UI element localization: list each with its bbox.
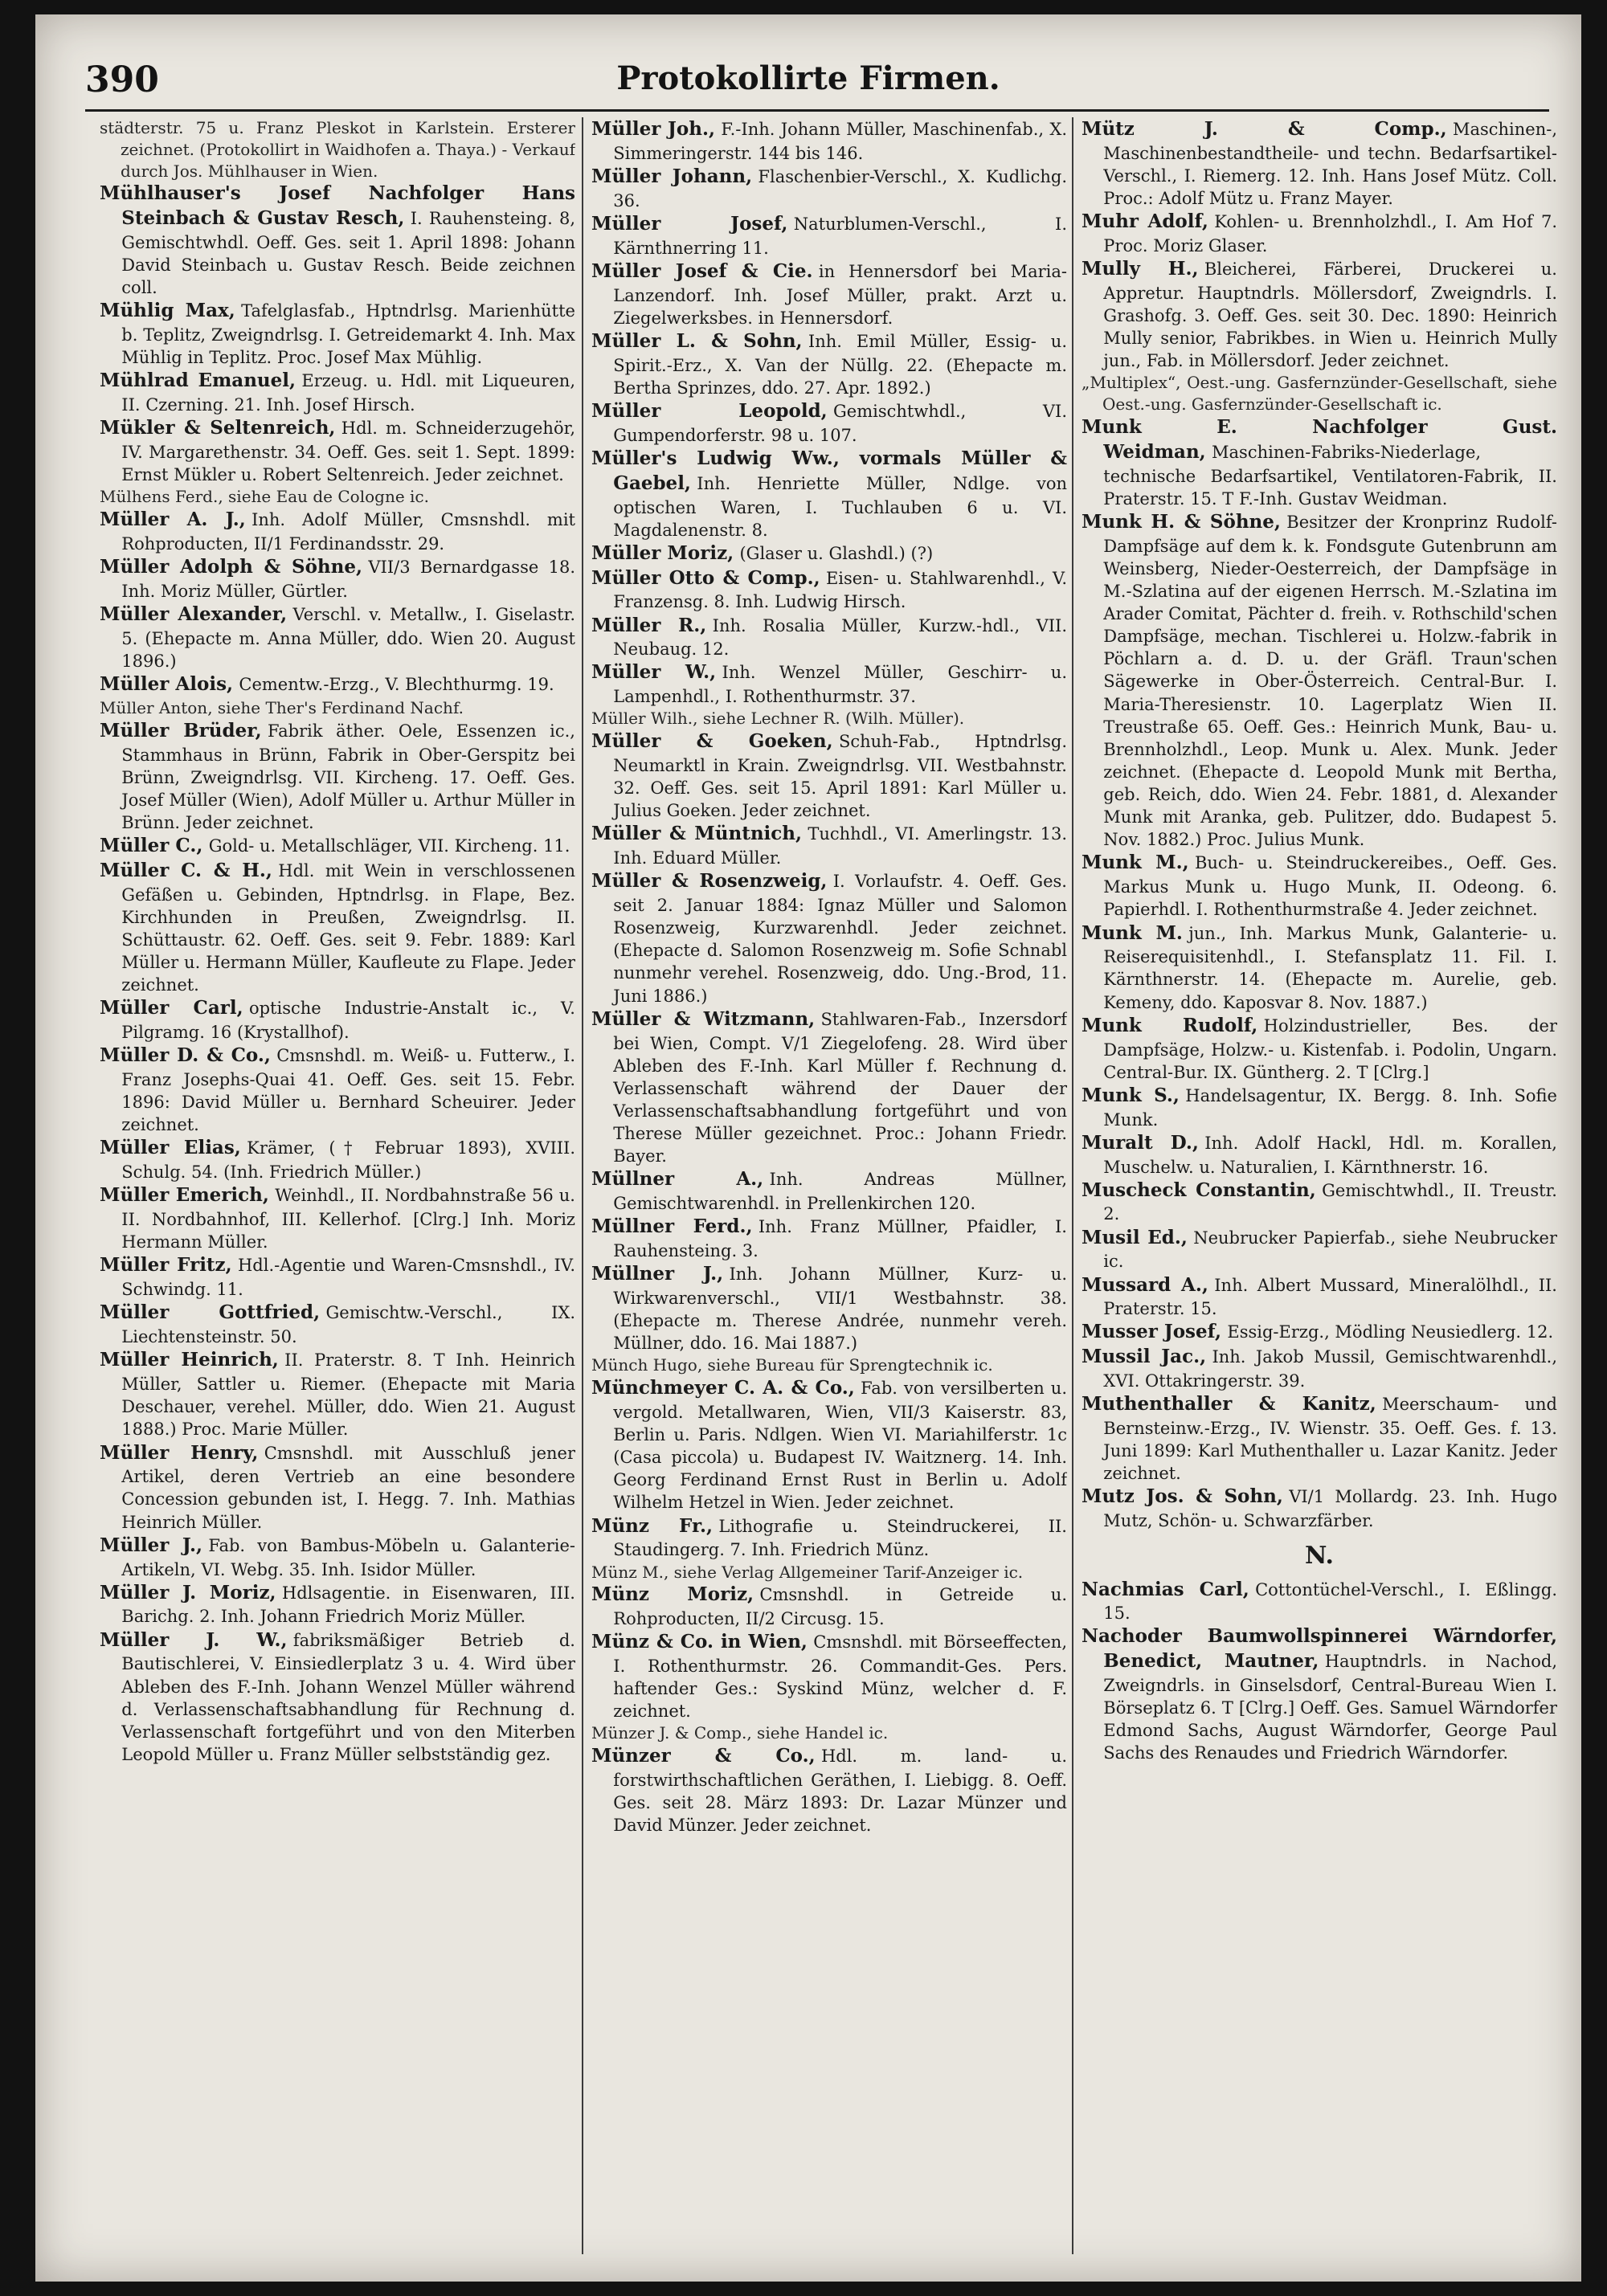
directory-entry <box>100 859 575 996</box>
entry-text: VII/3 Bernardgasse 18. Inh. Moriz Müller, Gürtler. <box>121 558 575 601</box>
entry-heading: Müllner Ferd., <box>591 1215 753 1238</box>
entry-text: Münzer J. & Comp., siehe Handel ic. <box>591 1723 889 1743</box>
directory-entry <box>591 259 1067 329</box>
directory-entry <box>591 614 1067 661</box>
directory-entry <box>591 212 1067 259</box>
entry-text: optische Industrie-Anstalt ic., V. Pilgramg. 16 (Krystallhof). <box>121 999 575 1043</box>
entry-text: Hdl.-Agentie und Waren-Cmsnshdl., IV. Schwindg. 11. <box>121 1256 575 1300</box>
entry-text: Inh. Jakob Mussil, Gemischtwarenhdl., XVI. Ottakringerstr. 39. <box>1103 1347 1557 1391</box>
directory-entry <box>1082 1485 1557 1532</box>
entry-text: Cementw.-Erzg., V. Blechthurmg. 19. <box>239 675 554 695</box>
entry-text: Verschl. v. Metallw., I. Giselastr. 5. (Ehepacte m. Anna Müller, ddo. Wien 20. August 1896.) <box>121 605 575 672</box>
directory-entry <box>100 299 575 369</box>
entry-text: Mülhens Ferd., siehe Eau de Cologne ic. <box>100 487 429 507</box>
entry-heading: Münchmeyer C. A. & Co., <box>591 1377 855 1399</box>
directory-entry <box>100 1581 575 1628</box>
directory-entry <box>1082 1179 1557 1226</box>
column-2 <box>591 117 1067 2262</box>
entry-heading: Müller Heinrich, <box>100 1349 279 1371</box>
entry-text: Münch Hugo, siehe Bureau für Sprengtechnik ic. <box>591 1355 993 1375</box>
entry-text: Gemischtw.-Verschl., IX. Liechtensteinstr. 50. <box>121 1303 575 1347</box>
entry-text: Maschinen-Fabriks-Niederlage, technische Bedarfsartikel, Ventilatoren-Fabrik, II. Praterstr. 15. T F.-Inh. Gustav Weidman. <box>1103 442 1557 509</box>
directory-entry <box>100 1044 575 1136</box>
directory-entry <box>100 117 575 182</box>
directory-entry <box>1082 1084 1557 1131</box>
entry-text: Eisen- u. Stahlwarenhdl., V. Franzensg. 8. Inh. Ludwig Hirsch. <box>613 568 1067 612</box>
entry-heading: Munk H. & Söhne, <box>1082 510 1281 533</box>
directory-entry <box>1082 210 1557 257</box>
directory-entry <box>1082 921 1557 1014</box>
entry-text: Holzindustrieller, Bes. der Dampfsäge, Holzw.- u. Kistenfab. i. Podolin, Ungarn. Central-Bur. IX. Güntherg. 2. T [Clrg.] <box>1103 1015 1557 1082</box>
entry-text: Buch- u. Steindruckereibes., Oeff. Ges. Markus Munk u. Hugo Munk, II. Odeong. 6. Papierhdl. I. Rothenthurmstraße 4. Jeder zeichnet. <box>1103 853 1557 920</box>
entry-text: Inh. Johann Müllner, Kurz- u. Wirkwarenverschl., VII/1 Westbahnstr. 38. (Ehepacte m. Therese Andrée, nunmehr vereh. Müllner, ddo. 16. Mai 1887.) <box>613 1264 1067 1354</box>
entry-heading: Mühlig Max, <box>100 300 235 322</box>
directory-entry <box>591 566 1067 614</box>
entry-heading: Müller Emerich, <box>100 1184 269 1207</box>
directory-entry <box>591 1514 1067 1562</box>
entry-heading: Muscheck Constantin, <box>1082 1179 1316 1201</box>
entry-heading: Müller Fritz, <box>100 1254 232 1277</box>
entry-heading: Müller W., <box>591 661 717 684</box>
entry-text: fabriksmäßiger Betrieb d. Bautischlerei, V. Einsiedlerplatz 3 u. 4. Wird über Ableben des F.-Inh. Johann Wenzel Müller während d. Verlassenschaftsabhandlung für Rechnung d. Verlassenschaft fortgeführt und von den Miterben Leopold Müller u. Franz Müller selbstständig gez. <box>121 1630 575 1764</box>
entry-text: Hauptndrls. in Nachod, Zweigndrls. in Ginselsdorf, Central-Bureau Wien I. Börseplatz 6. T [Clrg.] Oeff. Ges. Samuel Wärndorfer Edmond Sachs, August Wärndorfer, George Paul Sachs des Renaudes und Friedrich Wärndorfer. <box>1103 1652 1557 1763</box>
entry-text: Schuh-Fab., Hptndrlsg. Neumarktl in Krain. Zweigndrlsg. VII. Westbahnstr. 32. Oeff. Ges. seit 15. April 1891: Karl Müller u. Julius Goeken. Jeder zeichnet. <box>613 732 1067 821</box>
entry-text: VI/1 Mollardg. 23. Inh. Hugo Mutz, Schön- u. Schwarzfärber. <box>1103 1487 1557 1531</box>
entry-text: Inh. Andreas Müllner, Gemischtwarenhdl. in Prellenkirchen 120. <box>613 1170 1067 1214</box>
entry-heading: Nachoder Baumwollspinnerei Wärndorfer, Benedict, Mautner, <box>1082 1625 1557 1673</box>
directory-entry <box>100 697 575 719</box>
entry-text: Inh. Emil Müller, Essig- u. Spirit.-Erz., X. Van der Nüllg. 22. (Ehepacte m. Bertha Sprinzes, ddo. 27. Apr. 1892.) <box>613 331 1067 398</box>
directory-entry <box>100 719 575 834</box>
entry-heading: Mutz Jos. & Sohn, <box>1082 1485 1283 1508</box>
page-number: 390 <box>85 59 159 100</box>
entry-text: Inh. Adolf Müller, Cmsnshdl. mit Rohproducten, II/1 Ferdinandsstr. 29. <box>121 510 575 554</box>
directory-entry <box>100 369 575 416</box>
directory-entry <box>591 1583 1067 1630</box>
directory-entry <box>1082 1345 1557 1392</box>
entry-text: Inh. Albert Mussard, Mineralölhdl., II. Praterstr. 15. <box>1103 1275 1557 1319</box>
entry-heading: Mussard A., <box>1082 1273 1208 1296</box>
directory-entry <box>1082 510 1557 852</box>
entry-heading: Mully H., <box>1082 258 1199 280</box>
entry-text: Hdl. m. Schneiderzugehör, IV. Margarethenstr. 34. Oeff. Ges. seit 1. Sept. 1899: Ernst Mükler u. Robert Seltenreich. Jeder zeichnet. <box>121 419 575 485</box>
directory-entry <box>100 182 575 299</box>
directory-entry <box>591 447 1067 541</box>
directory-entry <box>100 1253 575 1301</box>
entry-heading: Müller & Goeken, <box>591 730 833 753</box>
directory-entry <box>100 1301 575 1348</box>
directory-entry <box>1082 257 1557 372</box>
entry-text: Bleicherei, Färberei, Druckerei u. Appretur. Hauptndrls. Möllersdorf, Zweigndrls. I. Grashofg. 3. Oeff. Ges. seit 30. Dec. 1890: Heinrich Mully senior, Fabrikbes. in Wien u. Heinrich Mully jun., Fab. in Möllersdorf. Jeder zeichnet. <box>1103 259 1557 371</box>
entry-text: Hdl. mit Wein in verschlossenen Gefäßen u. Gebinden, Hptndrlsg. in Flape, Bez. Kirchhunden in Preußen, Zweigndrlsg. II. Schüttaustr. 62. Oeff. Ges. seit 9. Febr. 1889: Karl Müller u. Hermann Müller, Kaufleute zu Flape. Jeder zeichnet. <box>121 860 575 995</box>
entry-heading: Musser Josef, <box>1082 1321 1222 1343</box>
entry-text: I. Vorlaufstr. 4. Oeff. Ges. seit 2. Januar 1884: Ignaz Müller und Salomon Rosenzweig, Kurzwarenhdl. Jeder zeichnet. (Ehepacte d. Salomon Rosenzweig m. Sofie Schnabl nunmehr verehel. Rosenzweig, ddo. Ung.-Brod, 11. Juni 1886.) <box>613 872 1067 1006</box>
entry-heading: Nachmias Carl, <box>1082 1578 1249 1600</box>
entry-text: Krämer, († Februar 1893), XVIII. Schulg. 54. (Inh. Friedrich Müller.) <box>121 1138 575 1183</box>
entry-heading: Müller Adolph & Söhne, <box>100 556 363 578</box>
directory-entry <box>100 1628 575 1766</box>
entry-text: Gold- u. Metallschläger, VII. Kircheng. 11. <box>208 836 570 856</box>
section-letter: N. <box>1305 1542 1334 1571</box>
entry-heading: Munk M. <box>1082 921 1183 944</box>
entry-heading: Müller Gottfried, <box>100 1301 321 1324</box>
directory-entry <box>1082 851 1557 921</box>
entry-text: Weinhdl., II. Nordbahnstraße 56 u. II. Nordbahnhof, III. Kellerhof. [Clrg.] Inh. Moriz Hermann Müller. <box>121 1186 575 1252</box>
entry-text: Müller Anton, siehe Ther's Ferdinand Nachf. <box>100 698 464 717</box>
entry-heading: Munk M., <box>1082 852 1189 874</box>
entry-text: Fab. von versilberten u. vergold. Metallwaren, Wien, VII/3 Kaiserstr. 83, Berlin u. Paris. Ndlgen. Wien VI. Mariahilferstr. 1c (Casa piccola) u. Budapest IV. Waitznerg. 14. Inh. Georg Ferdinand Ernst Rust in Berlin u. Adolf Wilhelm Hetzel in Wien. Jeder zeichnet. <box>613 1379 1067 1513</box>
entry-text: Essig-Erzg., Mödling Neusiedlerg. 12. <box>1227 1322 1554 1342</box>
directory-entry <box>591 1215 1067 1262</box>
column-3 <box>1082 117 1557 2262</box>
directory-entry <box>591 1376 1067 1514</box>
entry-heading: Müller Alexander, <box>100 603 288 626</box>
entry-text: (Glaser u. Glashdl.) (?) <box>739 543 934 563</box>
column-divider <box>1072 117 1073 2254</box>
entry-text: Gemischtwhdl., VI. Gumpendorferstr. 98 u. 107. <box>613 401 1067 445</box>
entry-heading: Münz & Co. in Wien, <box>591 1631 808 1653</box>
entry-heading: Münzer & Co., <box>591 1745 816 1767</box>
entry-text: Inh. Henriette Müller, Ndlge. von optischen Waren, I. Tuchlauben 6 u. VI. Magdalenenstr. 8. <box>613 473 1067 540</box>
entry-heading: Müller D. & Co., <box>100 1044 271 1067</box>
entry-heading: Mühlrad Emanuel, <box>100 370 296 392</box>
directory-entry <box>1082 1392 1557 1485</box>
entry-text: Gemischtwhdl., II. Treustr. 2. <box>1103 1180 1557 1224</box>
entry-text: Tafelglasfab., Hptndrlsg. Marienhütte b. Teplitz, Zweigndrlsg. I. Getreidemarkt 4. Inh. Max Mühlig in Teplitz. Proc. Josef Max Mühlig. <box>121 301 575 368</box>
entry-text: Cmsnshdl. mit Ausschluß jener Artikel, deren Vertrieb an eine besondere Concession gebunden ist, I. Hegg. 7. Inh. Mathias Heinrich Müller. <box>121 1443 575 1532</box>
entry-heading: Mühlhauser's Josef Nachfolger Hans Steinbach & Gustav Resch, <box>100 182 575 230</box>
entry-text: Müller Wilh., siehe Lechner R. (Wilh. Müller). <box>591 709 965 729</box>
directory-entry <box>1082 1320 1557 1345</box>
entry-text: Stahlwaren-Fab., Inzersdorf bei Wien, Compt. V/1 Ziegelofeng. 28. Wird über Ableben des F.-Inh. Karl Müller f. Rechnung d. Verlassenschaft während der Dauer der Verlassenschaftsabhandlung fortgeführt und von Therese Müller gezeichnet. Proc.: Johann Friedr. Bayer. <box>613 1009 1067 1166</box>
entry-heading: Mussil Jac., <box>1082 1346 1207 1368</box>
directory-entry <box>100 555 575 603</box>
entry-text: Besitzer der Kronprinz Rudolf-Dampfsäge auf dem k. k. Fondsgute Gutenbrunn am Weinsberg, Nieder-Oesterreich, der Dampfsäge in M.-Szlatina auf der eigenen Herrsch. M.-Szlatina im Arader Comitat, Pächter d. freih. v. Rothschild'schen Dampfsäge, mechan. Tischlerei u. Holzw.-fabrik in Pöchlarn a. d. D. u. der Gräfl. Traun'schen Sägewerke in Ober-Österreich. Central-Bur. I. Maria-Theresienstr. 10. Lagerplatz Wien II. Treustraße 65. Oeff. Ges.: Heinrich Munk, Bau- u. Brennholzhdl., Leop. Munk u. Alex. Munk. Jeder zeichnet. (Ehepacte d. Leopold Munk mit Bertha, geb. Reich, ddo. Wien 24. Febr. 1881, d. Alexander Munk mit Aranka, geb. Pulitzer, ddo. Budapest 5. Nov. 1882.) Proc. Julius Munk. <box>1103 512 1557 850</box>
directory-entry <box>100 486 575 508</box>
entry-heading: Müller Otto & Comp., <box>591 566 820 589</box>
entry-text: Inh. Franz Müllner, Pfaidler, I. Rauhensteing. 3. <box>613 1217 1067 1261</box>
entry-heading: Müller L. & Sohn, <box>591 329 803 352</box>
entry-heading: Müller C. & H., <box>100 859 272 881</box>
entry-heading: Müller's Ludwig Ww., vormals Müller & Gaebel, <box>591 447 1067 494</box>
directory-entry <box>591 729 1067 822</box>
entry-text: Flaschenbier-Verschl., X. Kudlichg. 36. <box>613 166 1067 210</box>
directory-entry <box>100 1534 575 1581</box>
entry-heading: Mükler & Seltenreich, <box>100 417 336 439</box>
directory-entry <box>1082 1131 1557 1179</box>
column-1 <box>100 117 575 2262</box>
entry-text: Inh. Adolf Hackl, Hdl. m. Korallen, Muschelw. u. Naturalien, I. Kärnthnerstr. 16. <box>1103 1133 1557 1177</box>
entry-text: jun., Inh. Markus Munk, Galanterie- u. Reiserequisitenhdl., I. Stefansplatz 11. Fil. I. Kärnthnerstr. 14. (Ehepacte m. Aurelie, geb. Kemeny, ddo. Kaposvar 8. Nov. 1887.) <box>1103 923 1557 1012</box>
directory-entry <box>591 822 1067 869</box>
entry-text: Cottontüchel-Verschl., I. Eßlingg. 15. <box>1103 1579 1557 1624</box>
column-divider <box>582 117 583 2254</box>
directory-entry <box>591 541 1067 566</box>
entry-heading: Munk Rudolf, <box>1082 1014 1258 1036</box>
entry-text: Kohlen- u. Brennholzhdl., I. Am Hof 7. Proc. Moriz Glaser. <box>1103 212 1557 255</box>
entry-text: II. Praterstr. 8. T Inh. Heinrich Müller, Sattler u. Riemer. (Ehepacte mit Maria Deschauer, verehel. Müller, ddo. Wien 21. August 1888.) Proc. Marie Müller. <box>121 1350 575 1440</box>
directory-entry <box>1082 1273 1557 1321</box>
directory-entry <box>1082 117 1557 210</box>
entry-heading: Müller R., <box>591 614 707 636</box>
directory-entry <box>100 416 575 486</box>
directory-entry <box>100 1348 575 1440</box>
entry-text: Inh. Wenzel Müller, Geschirr- u. Lampenhdl., I. Rothenthurmstr. 37. <box>613 663 1067 707</box>
directory-entry <box>1082 372 1557 415</box>
entry-heading: Müller A. J., <box>100 509 246 531</box>
entry-heading: Mütz J. & Comp., <box>1082 118 1447 140</box>
directory-entry <box>591 1722 1067 1744</box>
directory-entry <box>1082 1578 1557 1625</box>
directory-entry <box>100 672 575 697</box>
entry-heading: Müller & Müntnich, <box>591 823 803 845</box>
entry-text: Münz M., siehe Verlag Allgemeiner Tarif-Anzeiger ic. <box>591 1562 1024 1582</box>
entry-text: F.-Inh. Johann Müller, Maschinenfab., X. Simmeringerstr. 144 bis 146. <box>613 120 1067 163</box>
entry-heading: Müller & Witzmann, <box>591 1007 816 1030</box>
entry-heading: Muthenthaller & Kanitz, <box>1082 1393 1376 1416</box>
running-head: Protokollirte Firmen. <box>616 59 1000 97</box>
entry-text: Cmsnshdl. m. Weiß- u. Futterw., I. Franz Josephs-Quai 41. Oeff. Ges. seit 15. Febr. 1896: David Müller u. Bernhard Scheuirer. Jeder zeichnet. <box>121 1046 575 1135</box>
entry-heading: Müller Elias, <box>100 1137 241 1159</box>
directory-entry <box>100 1136 575 1183</box>
entry-text: Erzeug. u. Hdl. mit Liqueuren, II. Czerning. 21. Inh. Josef Hirsch. <box>121 371 575 415</box>
entry-heading: Müller J. W., <box>100 1628 288 1651</box>
entry-heading: Muralt D., <box>1082 1131 1199 1154</box>
entry-heading: Müller J., <box>100 1534 202 1556</box>
directory-entry <box>100 1441 575 1534</box>
entry-heading: Müllner J., <box>591 1263 724 1285</box>
entry-text: städterstr. 75 u. Franz Pleskot in Karlstein. Ersterer zeichnet. (Protokollirt in Waidhofen a. Thaya.) - Verkauf durch Jos. Mühlhauser in Wien. <box>100 118 575 181</box>
directory-entry <box>1082 1226 1557 1273</box>
entry-text: „Multiplex“, Oest.-ung. Gasfernzünder-Gesellschaft, siehe Oest.-ung. Gasfernzünder-Gesellschaft ic. <box>1082 373 1557 415</box>
directory-entry <box>591 1744 1067 1836</box>
entry-text: Cmsnshdl. mit Börseeffecten, I. Rothenthurmstr. 26. Commandit-Ges. Pers. haftender Ges.: Syskind Münz, welcher d. F. zeichnet. <box>613 1632 1067 1722</box>
entry-heading: Müller Leopold, <box>591 399 828 422</box>
entry-text: Handelsagentur, IX. Bergg. 8. Inh. Sofie Munk. <box>1103 1085 1557 1130</box>
entry-heading: Munk S., <box>1082 1084 1180 1106</box>
entry-heading: Müller Henry, <box>100 1441 259 1464</box>
entry-text: in Hennersdorf bei Maria-Lanzendorf. Inh. Josef Müller, prakt. Arzt u. Ziegelwerksbes. in Hennersdorf. <box>613 261 1067 328</box>
entry-text: Inh. Rosalia Müller, Kurzw.-hdl., VII. Neubaug. 12. <box>613 615 1067 660</box>
entry-text: Lithografie u. Steindruckerei, II. Staudingerg. 7. Inh. Friedrich Münz. <box>613 1516 1067 1560</box>
directory-entry <box>591 1007 1067 1168</box>
directory-entry <box>591 117 1067 165</box>
directory-entry <box>100 1183 575 1253</box>
entry-text: Maschinen-, Maschinenbestandtheile- und techn. Bedarfsartikel-Verschl., I. Riemerg. 12. Inh. Hans Josef Mütz. Coll. Proc.: Adolf Mütz u. Franz Mayer. <box>1103 120 1557 209</box>
directory-entry <box>591 1354 1067 1376</box>
entry-heading: Müller Johann, <box>591 165 753 187</box>
directory-entry <box>1082 415 1557 510</box>
entry-text: Cmsnshdl. in Getreide u. Rohproducten, II/2 Circusg. 15. <box>613 1585 1067 1629</box>
directory-entry <box>591 1262 1067 1354</box>
entry-heading: Münz Fr., <box>591 1514 713 1537</box>
entry-heading: Müllner A., <box>591 1168 764 1191</box>
directory-entry <box>1082 1624 1557 1764</box>
entry-text: Fab. von Bambus-Möbeln u. Galanterie-Artikeln, VI. Webg. 35. Inh. Isidor Müller. <box>121 1535 575 1579</box>
entry-text: Hdl. m. land- u. forstwirthschaftlichen Geräthen, I. Liebigg. 8. Oeff. Ges. seit 28. März 1893: Dr. Lazar Münzer und David Münzer. Jeder zeichnet. <box>613 1747 1067 1836</box>
entry-text: Tuchhdl., VI. Amerlingstr. 13. Inh. Eduard Müller. <box>613 824 1067 868</box>
directory-entry <box>100 603 575 672</box>
directory-entry <box>591 869 1067 1007</box>
directory-entry <box>100 996 575 1044</box>
entry-heading: Müller & Rosenzweig, <box>591 870 828 893</box>
directory-entry <box>591 708 1067 729</box>
entry-text: Fabrik äther. Oele, Essenzen ic., Stammhaus in Brünn, Fabrik in Ober-Gerspitz bei Brünn, Zweigndrlsg. VII. Kircheng. 17. Oeff. Ges. Josef Müller (Wien), Adolf Müller u. Arthur Müller in Brünn. Jeder zeichnet. <box>121 721 575 832</box>
header-rule <box>85 109 1549 112</box>
directory-entry <box>100 834 575 859</box>
entry-heading: Musil Ed., <box>1082 1226 1188 1248</box>
directory-entry <box>591 329 1067 399</box>
entry-text: Hdlsagentie. in Eisenwaren, III. Barichg. 2. Inh. Johann Friedrich Moriz Müller. <box>121 1583 575 1627</box>
entry-heading: Müller Carl, <box>100 997 243 1019</box>
directory-page <box>35 14 1581 2282</box>
entry-heading: Müller Moriz, <box>591 541 734 564</box>
entry-heading: Müller C., <box>100 835 203 857</box>
entry-heading: Müller Josef, <box>591 212 788 235</box>
directory-entry <box>591 399 1067 447</box>
directory-entry <box>591 1630 1067 1722</box>
directory-entry <box>1082 1014 1557 1084</box>
entry-heading: Müller Josef & Cie. <box>591 259 813 282</box>
directory-entry <box>591 660 1067 708</box>
directory-entry <box>591 1562 1067 1583</box>
directory-entry <box>591 165 1067 212</box>
entry-heading: Müller Brüder, <box>100 719 262 742</box>
entry-text: Neubrucker Papierfab., siehe Neubrucker ic. <box>1103 1228 1557 1272</box>
entry-text: Naturblumen-Verschl., I. Kärnthnerring 11. <box>613 214 1067 258</box>
entry-text: I. Rauhensteing. 8, Gemischtwhdl. Oeff. Ges. seit 1. April 1898: Johann David Steinbach u. Gustav Resch. Beide zeichnen coll. <box>121 209 575 298</box>
entry-heading: Munk E. Nachfolger Gust. Weidman, <box>1082 416 1557 463</box>
directory-entry <box>100 508 575 555</box>
entry-heading: Müller J. Moriz, <box>100 1581 276 1604</box>
entry-heading: Münz Moriz, <box>591 1583 754 1606</box>
entry-heading: Müller Alois, <box>100 673 234 696</box>
entry-text: Meerschaum- und Bernsteinw.-Erzg., IV. Wienstr. 35. Oeff. Ges. f. 13. Juni 1899: Karl Muthenthaller u. Lazar Kanitz. Jeder zeichnet. <box>1103 1395 1557 1484</box>
directory-entry <box>591 1167 1067 1215</box>
entry-heading: Müller Joh., <box>591 118 715 140</box>
entry-heading: Muhr Adolf, <box>1082 210 1208 233</box>
